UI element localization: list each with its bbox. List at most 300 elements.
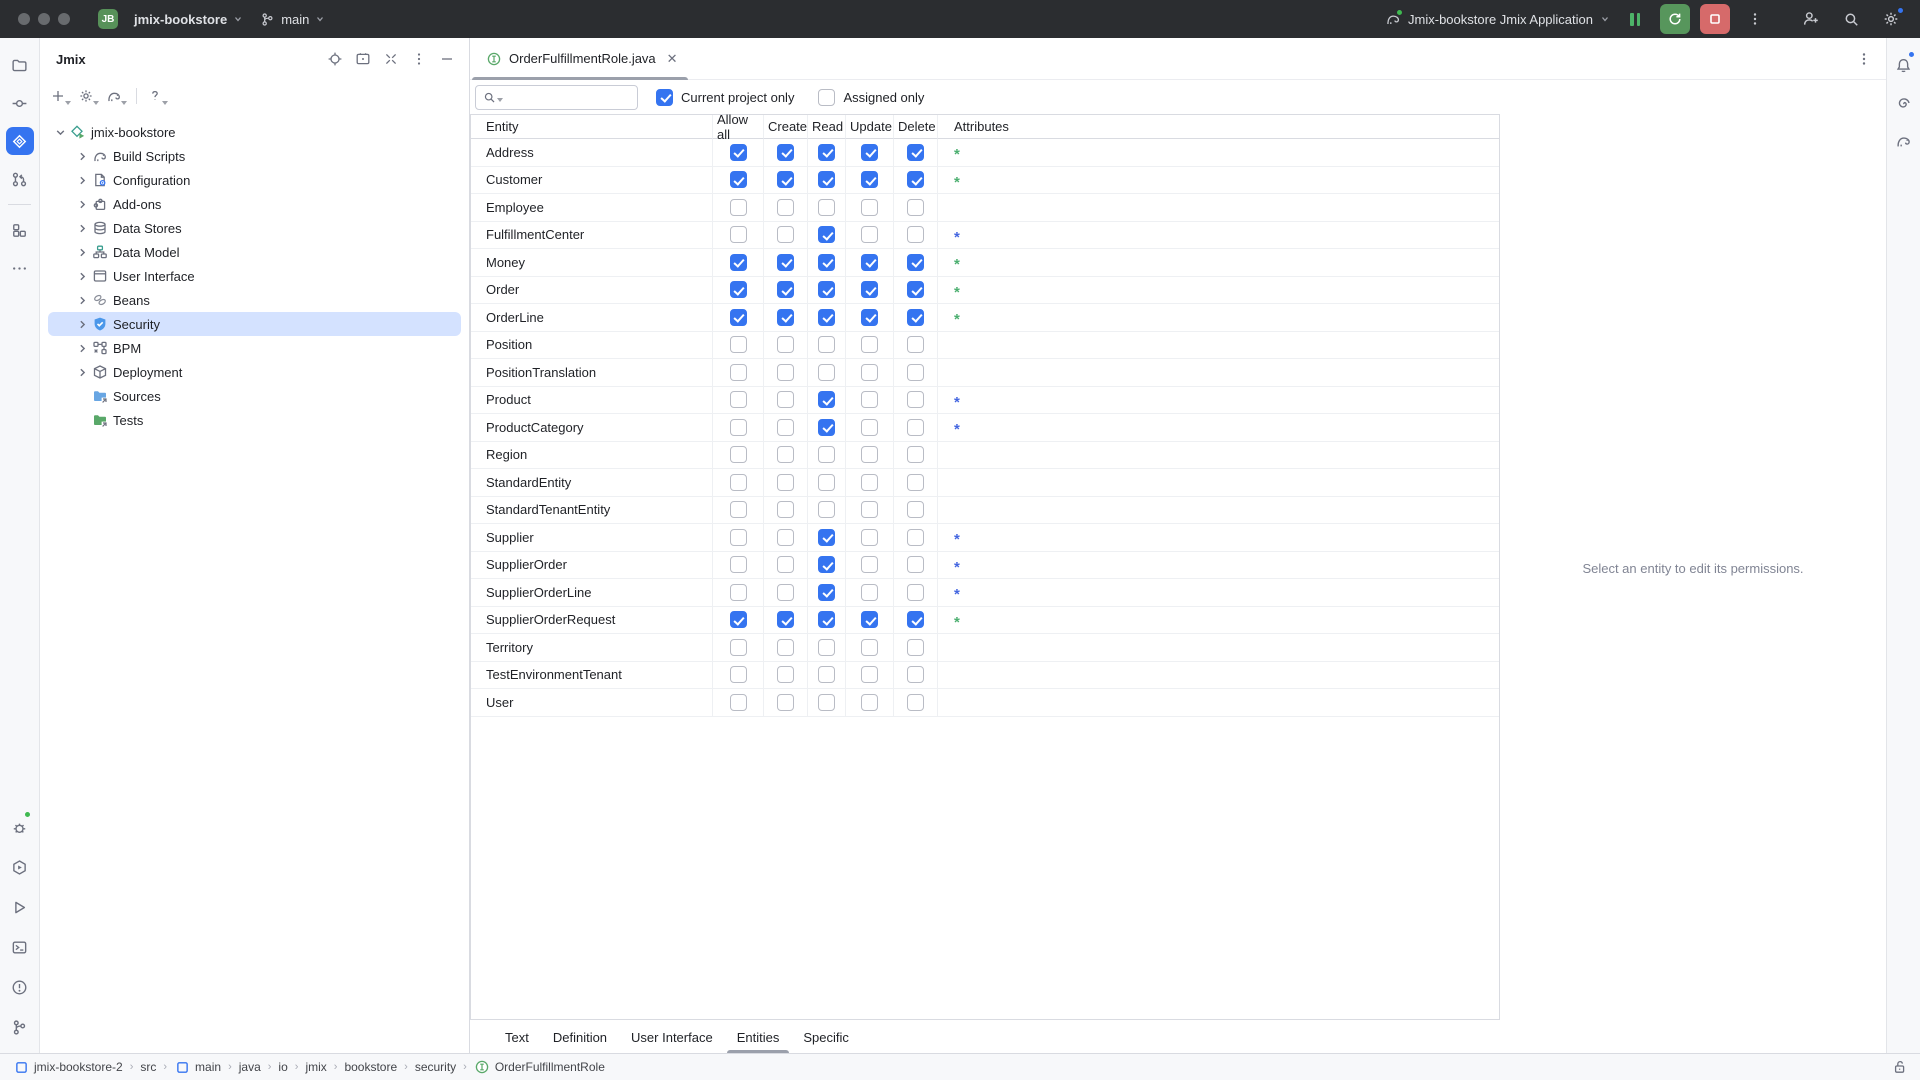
- more-actions-kebab-icon[interactable]: [1740, 5, 1770, 33]
- checkbox-update-employee[interactable]: [861, 199, 878, 216]
- checkbox-update-productcategory[interactable]: [861, 419, 878, 436]
- breadcrumb-item-main[interactable]: main: [174, 1059, 221, 1075]
- column-header-read[interactable]: Read: [808, 115, 846, 139]
- chevron-right-icon[interactable]: [74, 148, 90, 164]
- checkbox-delete-standardentity[interactable]: [907, 474, 924, 491]
- checkbox-delete-supplierorderrequest[interactable]: [907, 611, 924, 628]
- tree-item-security[interactable]: [48, 312, 461, 336]
- entity-cell[interactable]: Address: [471, 139, 713, 167]
- stripe-item-gradle-icon[interactable]: [1887, 122, 1920, 160]
- stripe-item-run-icon[interactable]: [0, 887, 39, 927]
- attributes-cell: [938, 277, 1499, 305]
- checkbox-read-orderline[interactable]: [818, 309, 835, 326]
- close-icon[interactable]: ✕: [666, 50, 678, 66]
- window-controls: [0, 13, 84, 25]
- breadcrumb-item-src[interactable]: src: [140, 1060, 157, 1074]
- table-row[interactable]: [471, 194, 1499, 222]
- table-row[interactable]: [471, 469, 1499, 497]
- tree-item-label: Security: [113, 316, 160, 332]
- checkbox-read-fulfillmentcenter[interactable]: [818, 226, 835, 243]
- window-zoom-button[interactable]: [58, 13, 70, 25]
- entity-cell[interactable]: Supplier: [471, 524, 713, 552]
- checkbox-create-testenvironmenttenant[interactable]: [777, 666, 794, 683]
- cell-delete: [894, 689, 938, 717]
- checkbox-update-supplierorderline[interactable]: [861, 584, 878, 601]
- table-row[interactable]: [471, 414, 1499, 442]
- entity-cell[interactable]: SupplierOrderRequest: [471, 607, 713, 635]
- tab-specific[interactable]: Specific: [803, 1030, 849, 1045]
- profiler-pause-icon[interactable]: [1620, 5, 1650, 33]
- tree-item-data-stores[interactable]: [48, 216, 461, 240]
- cell-read: [808, 689, 846, 717]
- checkbox-delete-order[interactable]: [907, 281, 924, 298]
- cell-delete: [894, 277, 938, 305]
- cell-allow-all: [713, 304, 764, 332]
- checkbox-create-positiontranslation[interactable]: [777, 364, 794, 381]
- checkbox-allow-all-supplier[interactable]: [730, 529, 747, 546]
- checkbox-update-fulfillmentcenter[interactable]: [861, 226, 878, 243]
- checkbox-delete-region[interactable]: [907, 446, 924, 463]
- checkbox-allow-all-positiontranslation[interactable]: [730, 364, 747, 381]
- filter-current-project-only[interactable]: [656, 89, 794, 106]
- tree-chevron-spacer: [74, 412, 90, 428]
- ui-window-icon: [92, 268, 108, 284]
- cell-update: [846, 359, 894, 387]
- checkbox-read-standardtenantentity[interactable]: [818, 501, 835, 518]
- checkbox-allow-all-standardentity[interactable]: [730, 474, 747, 491]
- checkbox-update-position[interactable]: [861, 336, 878, 353]
- chevron-right-icon[interactable]: [74, 244, 90, 260]
- entity-cell[interactable]: PositionTranslation: [471, 359, 713, 387]
- checkbox-read-supplierorder[interactable]: [818, 556, 835, 573]
- table-row[interactable]: [471, 524, 1499, 552]
- cell-update: [846, 414, 894, 442]
- checkbox-create-territory[interactable]: [777, 639, 794, 656]
- entity-cell[interactable]: User: [471, 689, 713, 717]
- checkbox-read-supplierorderrequest[interactable]: [818, 611, 835, 628]
- checkbox-allow-all-fulfillmentcenter[interactable]: [730, 226, 747, 243]
- chevron-right-icon[interactable]: [74, 340, 90, 356]
- search-icon[interactable]: [1836, 5, 1866, 33]
- checkbox-update-user[interactable]: [861, 694, 878, 711]
- checkbox-allow-all-supplierorder[interactable]: [730, 556, 747, 573]
- checkbox-read-testenvironmenttenant[interactable]: [818, 666, 835, 683]
- locate-icon[interactable]: [327, 51, 343, 67]
- checkbox-create-supplier[interactable]: [777, 529, 794, 546]
- checkbox-create-productcategory[interactable]: [777, 419, 794, 436]
- checkbox-create-region[interactable]: [777, 446, 794, 463]
- entity-cell[interactable]: OrderLine: [471, 304, 713, 332]
- entity-cell[interactable]: TestEnvironmentTenant: [471, 662, 713, 690]
- breadcrumb-item-orderfulfillmentrole[interactable]: OrderFulfillmentRole: [474, 1059, 605, 1075]
- branch-name: main: [281, 11, 310, 27]
- checkbox-update-standardentity[interactable]: [861, 474, 878, 491]
- column-header-delete[interactable]: Delete: [894, 115, 938, 139]
- breadcrumb-item-jmix[interactable]: jmix: [305, 1060, 327, 1074]
- checkbox-read-user[interactable]: [818, 694, 835, 711]
- entity-cell[interactable]: Money: [471, 249, 713, 277]
- table-row[interactable]: [471, 304, 1499, 332]
- cell-delete: [894, 414, 938, 442]
- gradle-icon[interactable]: [106, 88, 122, 104]
- table-row[interactable]: [471, 222, 1499, 250]
- checkbox-update-positiontranslation[interactable]: [861, 364, 878, 381]
- cell-allow-all: [713, 222, 764, 250]
- editor-tab[interactable]: [470, 38, 688, 79]
- table-row[interactable]: [471, 607, 1499, 635]
- run-configuration-selector[interactable]: [1385, 11, 1610, 27]
- filter-assigned-only[interactable]: [818, 89, 924, 106]
- checkbox-create-order[interactable]: [777, 281, 794, 298]
- stripe-item-jmix-icon[interactable]: [0, 122, 39, 160]
- table-row[interactable]: [471, 167, 1499, 195]
- attributes-cell: [938, 469, 1499, 497]
- checkbox-read-territory[interactable]: [818, 639, 835, 656]
- checkbox-create-supplierorder[interactable]: [777, 556, 794, 573]
- checkbox-allow-all-supplierorderline[interactable]: [730, 584, 747, 601]
- collapse-all-icon[interactable]: [383, 51, 399, 67]
- search-field[interactable]: [475, 85, 638, 110]
- checkbox-read-employee[interactable]: [818, 199, 835, 216]
- tree-item-label: User Interface: [113, 268, 195, 284]
- entity-cell[interactable]: StandardEntity: [471, 469, 713, 497]
- cell-create: [764, 277, 808, 305]
- checkbox-create-fulfillmentcenter[interactable]: [777, 226, 794, 243]
- checkbox-delete-address[interactable]: [907, 144, 924, 161]
- entity-cell[interactable]: Position: [471, 332, 713, 360]
- breadcrumb-item-java[interactable]: java: [238, 1060, 261, 1074]
- active-tab-underline: [727, 1050, 790, 1053]
- checkbox-delete-standardtenantentity[interactable]: [907, 501, 924, 518]
- checkbox-delete-position[interactable]: [907, 336, 924, 353]
- checkbox-create-address[interactable]: [777, 144, 794, 161]
- checkbox-update-supplierorderrequest[interactable]: [861, 611, 878, 628]
- cell-create: [764, 139, 808, 167]
- checkbox-delete-customer[interactable]: [907, 171, 924, 188]
- attributes-cell: [938, 634, 1499, 662]
- checkbox-update-product[interactable]: [861, 391, 878, 408]
- entity-cell[interactable]: Order: [471, 277, 713, 305]
- table-row[interactable]: [471, 497, 1499, 525]
- cell-read: [808, 414, 846, 442]
- checkbox-read-productcategory[interactable]: [818, 419, 835, 436]
- checkbox-assigned-only[interactable]: [818, 89, 835, 106]
- help-icon[interactable]: [147, 88, 163, 104]
- stripe-item-services-icon[interactable]: [0, 847, 39, 887]
- checkbox-update-supplierorder[interactable]: [861, 556, 878, 573]
- tree-item-tests[interactable]: [48, 408, 461, 432]
- checkbox-update-supplier[interactable]: [861, 529, 878, 546]
- checkbox-delete-testenvironmenttenant[interactable]: [907, 666, 924, 683]
- breadcrumb-item-jmix-bookstore-2[interactable]: jmix-bookstore-2: [13, 1059, 123, 1075]
- table-row[interactable]: [471, 579, 1499, 607]
- checkbox-allow-all-address[interactable]: [730, 144, 747, 161]
- stop-button[interactable]: [1700, 4, 1730, 34]
- checkbox-delete-money[interactable]: [907, 254, 924, 271]
- editor-area: [470, 38, 1886, 1053]
- filter-label: Assigned only: [843, 89, 925, 105]
- table-row[interactable]: [471, 689, 1499, 717]
- settings-gear-icon[interactable]: [78, 88, 94, 104]
- table-row[interactable]: [471, 332, 1499, 360]
- checkbox-delete-employee[interactable]: [907, 199, 924, 216]
- entity-cell[interactable]: ProductCategory: [471, 414, 713, 442]
- checkbox-delete-supplierorder[interactable]: [907, 556, 924, 573]
- entity-cell[interactable]: Product: [471, 387, 713, 415]
- tree-item-deployment[interactable]: [48, 360, 461, 384]
- cell-update: [846, 497, 894, 525]
- cell-create: [764, 249, 808, 277]
- checkbox-create-standardentity[interactable]: [777, 474, 794, 491]
- checkbox-create-standardtenantentity[interactable]: [777, 501, 794, 518]
- cell-create: [764, 414, 808, 442]
- chevron-right-icon[interactable]: [74, 172, 90, 188]
- jmix-tool-window: [40, 38, 470, 1053]
- tab-entities[interactable]: Entities: [725, 1022, 792, 1053]
- checkbox-delete-orderline[interactable]: [907, 309, 924, 326]
- tree-item-configuration[interactable]: [48, 168, 461, 192]
- chevron-right-icon[interactable]: [74, 220, 90, 236]
- project-switcher[interactable]: [126, 7, 251, 31]
- checkbox-allow-all-territory[interactable]: [730, 639, 747, 656]
- window-minimize-button[interactable]: [38, 13, 50, 25]
- table-row[interactable]: [471, 662, 1499, 690]
- lock-open-icon[interactable]: [1892, 1059, 1908, 1075]
- checkbox-allow-all-user[interactable]: [730, 694, 747, 711]
- cell-delete: [894, 662, 938, 690]
- checkbox-read-order[interactable]: [818, 281, 835, 298]
- checkbox-create-employee[interactable]: [777, 199, 794, 216]
- cell-create: [764, 579, 808, 607]
- main-area: [0, 38, 1920, 1053]
- checkbox-allow-all-product[interactable]: [730, 391, 747, 408]
- checkbox-read-money[interactable]: [818, 254, 835, 271]
- breadcrumb-item-io[interactable]: io: [278, 1060, 288, 1074]
- editor-tab-title: OrderFulfillmentRole.java: [509, 51, 656, 66]
- checkbox-create-money[interactable]: [777, 254, 794, 271]
- stripe-item-ai-assistant-icon[interactable]: [1887, 84, 1920, 122]
- checkbox-read-position[interactable]: [818, 336, 835, 353]
- branch-switcher[interactable]: [251, 7, 333, 31]
- cell-read: [808, 277, 846, 305]
- checkbox-allow-all-supplierorderrequest[interactable]: [730, 611, 747, 628]
- right-toolbar-stripe: [1886, 38, 1920, 1053]
- chevron-right-icon[interactable]: [74, 268, 90, 284]
- stripe-item-more-icon[interactable]: [0, 249, 39, 287]
- stripe-item-version-control-icon[interactable]: [0, 1007, 39, 1047]
- tree-item-bpm[interactable]: [48, 336, 461, 360]
- checkbox-read-address[interactable]: [818, 144, 835, 161]
- attributes-cell: [938, 552, 1499, 580]
- rerun-button[interactable]: [1660, 4, 1690, 34]
- tree-item-build-scripts[interactable]: [48, 144, 461, 168]
- checkbox-update-region[interactable]: [861, 446, 878, 463]
- checkbox-delete-product[interactable]: [907, 391, 924, 408]
- checkbox-update-orderline[interactable]: [861, 309, 878, 326]
- window-close-button[interactable]: [18, 13, 30, 25]
- table-row[interactable]: [471, 139, 1499, 167]
- checkbox-allow-all-orderline[interactable]: [730, 309, 747, 326]
- checkbox-read-customer[interactable]: [818, 171, 835, 188]
- table-row[interactable]: [471, 359, 1499, 387]
- stripe-item-terminal-icon[interactable]: [0, 927, 39, 967]
- checkbox-update-territory[interactable]: [861, 639, 878, 656]
- table-row[interactable]: [471, 552, 1499, 580]
- tree-item-jmix-bookstore[interactable]: [48, 120, 461, 144]
- cell-read: [808, 634, 846, 662]
- stripe-item-structure-icon[interactable]: [0, 211, 39, 249]
- tree-item-add-ons[interactable]: [48, 192, 461, 216]
- interface-icon: [474, 1059, 490, 1075]
- stripe-item-commit-icon[interactable]: [0, 84, 39, 122]
- cell-update: [846, 249, 894, 277]
- entity-cell[interactable]: Customer: [471, 167, 713, 195]
- checkbox-allow-all-customer[interactable]: [730, 171, 747, 188]
- checkbox-create-position[interactable]: [777, 336, 794, 353]
- table-row[interactable]: [471, 277, 1499, 305]
- checkbox-delete-supplierorderline[interactable]: [907, 584, 924, 601]
- checkbox-create-user[interactable]: [777, 694, 794, 711]
- add-icon[interactable]: [50, 88, 66, 104]
- checkbox-read-supplier[interactable]: [818, 529, 835, 546]
- chevron-right-icon[interactable]: [74, 292, 90, 308]
- cell-allow-all: [713, 414, 764, 442]
- chevron-right-icon[interactable]: [74, 196, 90, 212]
- hide-icon[interactable]: [439, 51, 455, 67]
- stripe-item-notifications-bell-icon[interactable]: [1887, 46, 1920, 84]
- attributes-cell: [938, 442, 1499, 470]
- stripe-item-project-folder-icon[interactable]: [0, 46, 39, 84]
- checkbox-create-supplierorderrequest[interactable]: [777, 611, 794, 628]
- chevron-down-icon[interactable]: [52, 124, 68, 140]
- cell-delete: [894, 139, 938, 167]
- checkbox-create-product[interactable]: [777, 391, 794, 408]
- stripe-item-debug-icon[interactable]: [0, 807, 39, 847]
- tree-item-sources[interactable]: [48, 384, 461, 408]
- entity-cell[interactable]: SupplierOrderLine: [471, 579, 713, 607]
- entity-cell[interactable]: StandardTenantEntity: [471, 497, 713, 525]
- cell-update: [846, 222, 894, 250]
- tree-item-label: jmix-bookstore: [91, 124, 176, 140]
- chevron-right-icon[interactable]: [74, 364, 90, 380]
- entity-cell[interactable]: Employee: [471, 194, 713, 222]
- checkbox-update-testenvironmenttenant[interactable]: [861, 666, 878, 683]
- attributes-asterisk: *: [954, 531, 960, 549]
- cell-read: [808, 332, 846, 360]
- tree-item-beans[interactable]: [48, 288, 461, 312]
- attributes-cell: [938, 662, 1499, 690]
- attributes-cell: [938, 249, 1499, 277]
- column-header-entity[interactable]: Entity: [471, 115, 713, 139]
- cell-create: [764, 387, 808, 415]
- column-header-update[interactable]: Update: [846, 115, 894, 139]
- checkbox-allow-all-testenvironmenttenant[interactable]: [730, 666, 747, 683]
- tab-definition[interactable]: Definition: [552, 1030, 608, 1045]
- checkbox-delete-supplier[interactable]: [907, 529, 924, 546]
- checkbox-update-money[interactable]: [861, 254, 878, 271]
- checkbox-allow-all-productcategory[interactable]: [730, 419, 747, 436]
- toolbar-separator: [136, 88, 137, 104]
- checkbox-allow-all-order[interactable]: [730, 281, 747, 298]
- search-input[interactable]: [504, 90, 633, 105]
- cell-create: [764, 469, 808, 497]
- table-row[interactable]: [471, 634, 1499, 662]
- stripe-item-problems-icon[interactable]: [0, 967, 39, 1007]
- checkbox-delete-territory[interactable]: [907, 639, 924, 656]
- gradle-icon: [92, 148, 108, 164]
- database-icon: [92, 220, 108, 236]
- table-row[interactable]: [471, 387, 1499, 415]
- cell-create: [764, 524, 808, 552]
- checkbox-allow-all-money[interactable]: [730, 254, 747, 271]
- table-row[interactable]: [471, 442, 1499, 470]
- checkbox-current-project-only[interactable]: [656, 89, 673, 106]
- tool-window-toolbar: [40, 80, 469, 112]
- cell-delete: [894, 167, 938, 195]
- table-row[interactable]: [471, 249, 1499, 277]
- entity-cell[interactable]: SupplierOrder: [471, 552, 713, 580]
- checkbox-read-product[interactable]: [818, 391, 835, 408]
- checkbox-update-address[interactable]: [861, 144, 878, 161]
- module-icon: [13, 1059, 29, 1075]
- checkbox-create-customer[interactable]: [777, 171, 794, 188]
- checkbox-delete-fulfillmentcenter[interactable]: [907, 226, 924, 243]
- tool-window-title: Jmix: [56, 51, 86, 67]
- search-options-chevron-icon[interactable]: [497, 98, 503, 102]
- attributes-asterisk: *: [954, 146, 960, 164]
- entity-cell[interactable]: Territory: [471, 634, 713, 662]
- tree-item-data-model[interactable]: [48, 240, 461, 264]
- editor-options-kebab-icon[interactable]: [1856, 51, 1872, 67]
- checkbox-allow-all-employee[interactable]: [730, 199, 747, 216]
- breadcrumb-separator: ›: [463, 1061, 467, 1073]
- cell-allow-all: [713, 332, 764, 360]
- checkbox-allow-all-standardtenantentity[interactable]: [730, 501, 747, 518]
- breadcrumb-item-security[interactable]: security: [414, 1060, 457, 1074]
- add-user-icon[interactable]: [1796, 5, 1826, 33]
- select-file-icon[interactable]: [355, 51, 371, 67]
- entity-cell[interactable]: Region: [471, 442, 713, 470]
- tab-user-interface[interactable]: User Interface: [631, 1030, 713, 1045]
- settings-gear-icon[interactable]: [1876, 5, 1906, 33]
- entity-cell[interactable]: FulfillmentCenter: [471, 222, 713, 250]
- checkbox-update-customer[interactable]: [861, 171, 878, 188]
- breadcrumb-item-bookstore[interactable]: bookstore: [344, 1060, 398, 1074]
- checkbox-allow-all-region[interactable]: [730, 446, 747, 463]
- checkbox-read-positiontranslation[interactable]: [818, 364, 835, 381]
- checkbox-update-standardtenantentity[interactable]: [861, 501, 878, 518]
- chevron-right-icon[interactable]: [74, 316, 90, 332]
- attributes-cell: [938, 359, 1499, 387]
- checkbox-read-region[interactable]: [818, 446, 835, 463]
- stripe-item-pull-requests-icon[interactable]: [0, 160, 39, 198]
- tree-item-user-interface[interactable]: [48, 264, 461, 288]
- column-header-allow-all[interactable]: Allow all: [713, 115, 764, 139]
- checkbox-update-order[interactable]: [861, 281, 878, 298]
- checkbox-delete-user[interactable]: [907, 694, 924, 711]
- column-header-attributes[interactable]: Attributes: [938, 115, 1499, 139]
- tab-text[interactable]: Text: [505, 1030, 529, 1045]
- checkbox-allow-all-position[interactable]: [730, 336, 747, 353]
- checkbox-read-standardentity[interactable]: [818, 474, 835, 491]
- checkbox-delete-positiontranslation[interactable]: [907, 364, 924, 381]
- column-header-create[interactable]: Create: [764, 115, 808, 139]
- checkbox-read-supplierorderline[interactable]: [818, 584, 835, 601]
- kebab-icon[interactable]: [411, 51, 427, 67]
- checkbox-create-supplierorderline[interactable]: [777, 584, 794, 601]
- checkbox-delete-productcategory[interactable]: [907, 419, 924, 436]
- checkbox-create-orderline[interactable]: [777, 309, 794, 326]
